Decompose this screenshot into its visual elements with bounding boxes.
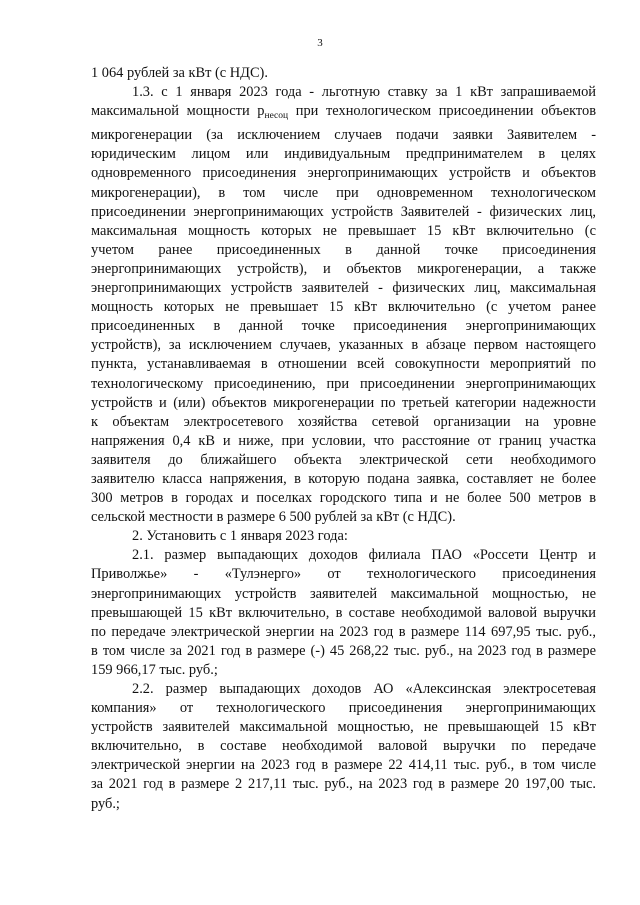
text-line: заявителя до ближайшего объекта электрической сети необходимого [91, 451, 596, 468]
text-line: 159 966,17 тыс. руб.; [91, 661, 218, 678]
text-line: сельской местности в размере 6 500 рублей за кВт (с НДС). [91, 509, 456, 526]
text-line: микрогенерации (за исключением случаев подачи заявки Заявителем - [91, 127, 596, 144]
text-line: юридическим лицом или индивидуальным предпринимателем в целях [91, 146, 596, 163]
text-line: напряжения 0,4 кВ и ниже, при условии, что расстояние от границ участка [91, 432, 596, 449]
text-line: 2.2. размер выпадающих доходов АО «Алексинская электросетевая [132, 681, 596, 697]
subscript: несоц [264, 111, 289, 122]
text-line: микрогенерации), в том числе при одновременном технологическом [91, 184, 596, 201]
text-line: 1.3. с 1 января 2023 года - льготную ставку за 1 кВт запрашиваемой [132, 84, 596, 101]
text-line: руб.; [91, 795, 120, 812]
page-number: 3 [317, 37, 323, 49]
text-line: энергопринимающих устройств заявителей максимальной мощностью, не [91, 585, 596, 602]
text-line [91, 102, 596, 126]
text-line: включительно, в составе необходимой валовой выручки по передаче [91, 738, 596, 755]
text-line: 2.1. размер выпадающих доходов филиала ПАО «Россети Центр и [132, 547, 596, 564]
text-line: в том числе за 2021 год в размере (-) 45 268,22 тыс. руб., на 2023 год в размере [91, 642, 596, 659]
text-line: 2. Установить с 1 января 2023 года: [132, 528, 348, 545]
text-line: электрической энергии на 2023 год в размере 22 414,11 тыс. руб., в том числе [91, 757, 596, 774]
text-line: одновременного присоединения энергопринимающих устройств и объектов [91, 165, 596, 182]
text-line: присоединенных в данной точке присоединения энергопринимающих [91, 318, 596, 335]
text-line: устройств заявителей максимальной мощностью, не превышающей 15 кВт [91, 719, 596, 736]
document-body [91, 64, 596, 814]
text-line: максимальная мощность которых не превышает 15 кВт включительно (с [91, 222, 596, 239]
text-line: учетом ранее присоединенных в данной точке присоединения [91, 241, 596, 258]
text-line: устройств), за исключением случаев, указанных в абзаце первом настоящего [91, 337, 596, 354]
text-line: за 2021 год в размере 2 217,11 тыс. руб., на 2023 год в размере 20 197,00 тыс. [91, 776, 596, 793]
text-line: энергопринимающих устройств заявителей - физических лиц, максимальная [91, 280, 596, 297]
text-line: пункта, устанавливаемая в отношении всей совокупности мероприятий по [91, 356, 596, 373]
text-line: присоединении энергопринимающих устройств Заявителей - физических лиц, [91, 203, 596, 220]
text-line: Приволжье» - «Тулэнерго» от технологического присоединения [91, 566, 596, 583]
text-line: энергопринимающих устройств), и объектов микрогенерации, а также [91, 260, 596, 277]
text-line: превышающей 15 кВт включительно, в составе необходимой валовой выручки [91, 604, 596, 621]
text-line: 300 метров в городах и поселках городского типа и не более 500 метров в [91, 490, 596, 507]
text-span: при технологическом присоединении объектов [288, 103, 597, 120]
text-span: максимальной мощности p [91, 103, 265, 120]
text-line: технологическому присоединению, при присоединении энергопринимающих [91, 375, 596, 392]
text-line: компания» от технологического присоединения энергопринимающих [91, 700, 596, 717]
text-line: заявителю класса напряжения, в которую подана заявка, составляет не более [91, 470, 596, 487]
text-line: мощность которых не превышает 15 кВт включительно (с учетом ранее [91, 299, 596, 316]
text-line: к объектам электросетевого хозяйства сетевой организации на уровне [91, 413, 596, 430]
text-line: по передаче электрической энергии на 2023 год в размере 114 697,95 тыс. руб., [91, 623, 596, 640]
text-line: 1 064 рублей за кВт (с НДС). [91, 65, 268, 81]
text-line: устройств и (или) объектов микрогенерации по третьей категории надежности [91, 394, 596, 411]
